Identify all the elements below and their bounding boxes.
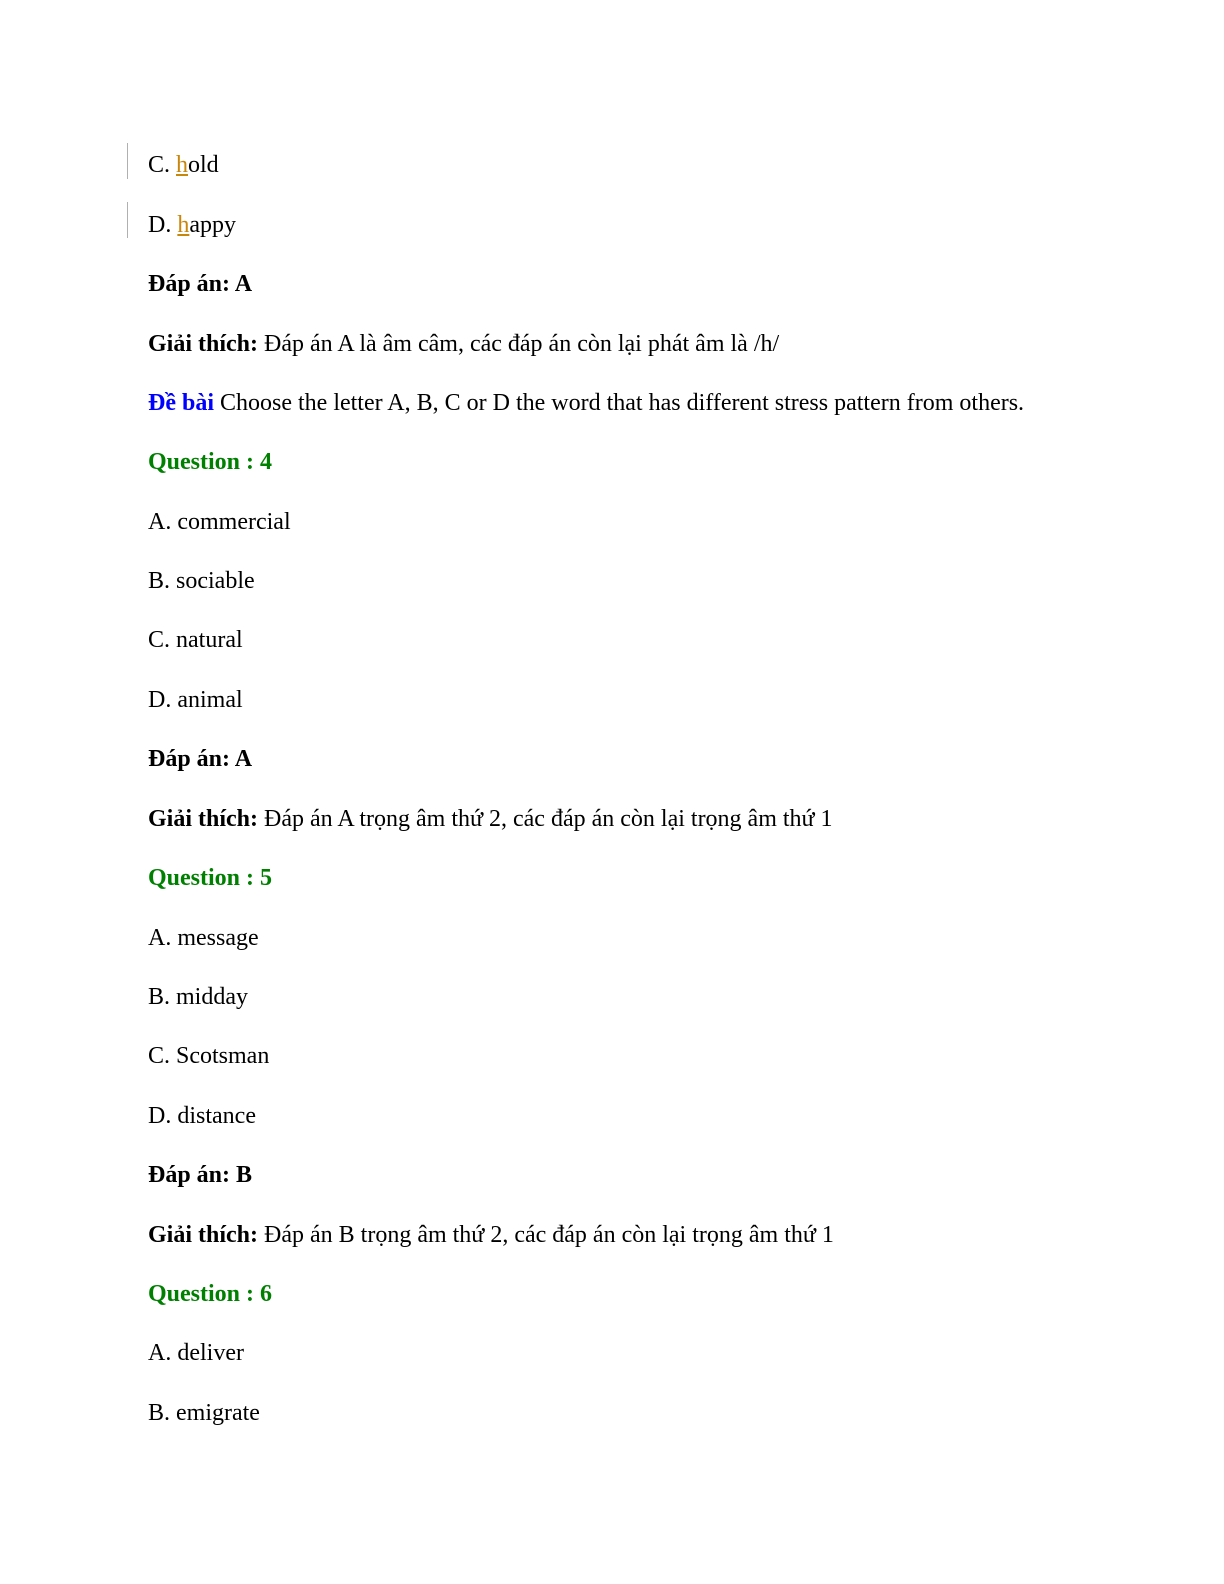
- q3-explanation: [148, 328, 779, 360]
- change-bar: [127, 202, 128, 238]
- change-bar: [127, 143, 128, 179]
- q4-option-d: D. animal: [148, 687, 243, 713]
- question-title: Question : 5: [148, 865, 273, 891]
- question-title: Question : 6: [148, 1281, 273, 1307]
- section-instruction: [148, 387, 1024, 419]
- q5-option-b: B. midday: [148, 984, 248, 1010]
- question-title: Question : 4: [148, 449, 273, 475]
- q5-explanation: [148, 1219, 834, 1251]
- option-prefix: C.: [148, 152, 177, 178]
- section-label: Đề bài: [148, 390, 214, 416]
- explanation-text: Đáp án A là âm câm, các đáp án còn lại phát âm là /h/: [258, 331, 780, 357]
- q4-option-b: B. sociable: [148, 568, 255, 594]
- option-prefix: D.: [148, 212, 178, 238]
- explanation-label: Giải thích:: [148, 331, 259, 357]
- option-rest: old: [188, 152, 219, 178]
- explanation-label: Giải thích:: [148, 806, 259, 832]
- option-rest: appy: [189, 212, 236, 238]
- q5-option-d: D. distance: [148, 1103, 256, 1129]
- q5-option-c: C. Scotsman: [148, 1043, 270, 1069]
- q4-option-a: A. commercial: [148, 509, 291, 535]
- explanation-text: Đáp án B trọng âm thứ 2, các đáp án còn lại trọng âm thứ 1: [258, 1222, 834, 1248]
- q4-option-c: C. natural: [148, 627, 243, 653]
- explanation-label: Giải thích:: [148, 1222, 259, 1248]
- q4-explanation: [148, 803, 833, 835]
- q6-option-b: B. emigrate: [148, 1400, 260, 1426]
- highlighted-letter: h: [176, 152, 189, 178]
- q4-answer: Đáp án: A: [148, 746, 253, 772]
- section-text: Choose the letter A, B, C or D the word that has different stress pattern from others.: [214, 390, 1025, 416]
- q6-option-a: A. deliver: [148, 1340, 244, 1366]
- highlighted-letter: h: [177, 212, 190, 238]
- q3-answer: Đáp án: A: [148, 271, 253, 297]
- q5-option-a: A. message: [148, 925, 259, 951]
- q3-option-c: [148, 149, 219, 181]
- q3-option-d: [148, 209, 236, 241]
- explanation-text: Đáp án A trọng âm thứ 2, các đáp án còn lại trọng âm thứ 1: [258, 806, 833, 832]
- q5-answer: Đáp án: B: [148, 1162, 253, 1188]
